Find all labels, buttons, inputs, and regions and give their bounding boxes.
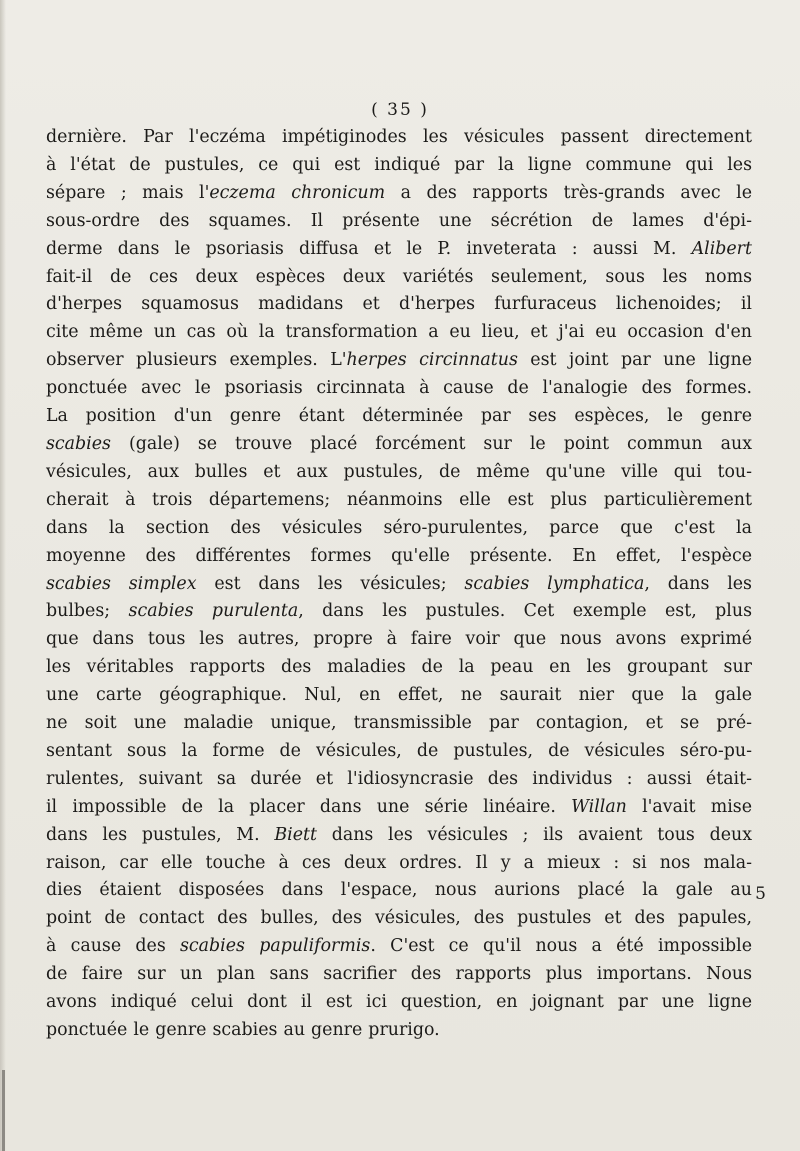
text-run: vésicules, aux bulles et aux pustules, de même qu'une ville qui tou- bbox=[46, 461, 752, 482]
text-run: cherait à trois départemens; néanmoins elle est plus particulièrement bbox=[46, 489, 752, 510]
text-run: de faire sur un plan sans sacrifier des rapports plus importans. Nous bbox=[46, 964, 752, 985]
text-line bbox=[46, 1017, 752, 1045]
text-run: ne soit une maladie unique, transmissible par contagion, et se pré- bbox=[46, 713, 752, 734]
text-run: rulentes, suivant sa durée et l'idiosyncrasie des individus : aussi était- bbox=[46, 768, 752, 789]
italic-term: herpes circinnatus bbox=[346, 350, 518, 371]
text-run: est dans les vésicules; bbox=[196, 573, 465, 594]
text-line bbox=[46, 989, 752, 1017]
text-line bbox=[46, 319, 752, 347]
text-run: ponctuée avec le psoriasis circinnata à cause de l'analogie des formes. bbox=[46, 378, 752, 399]
binding-edge-mark bbox=[2, 1070, 5, 1151]
text-line bbox=[46, 291, 752, 319]
text-run: dies étaient disposées dans l'espace, nous aurions placé la gale au bbox=[46, 880, 752, 901]
italic-term: Biett bbox=[274, 824, 317, 845]
text-line bbox=[46, 598, 752, 626]
text-run: point de contact des bulles, des vésicules, des pustules et des papules, bbox=[46, 908, 752, 929]
text-line bbox=[46, 487, 752, 515]
text-line bbox=[46, 515, 752, 543]
text-run: cite même un cas où la transformation a eu lieu, et j'ai eu occasion d'en bbox=[46, 322, 752, 343]
italic-term: scabies purulenta bbox=[128, 601, 299, 622]
text-run: sépare ; mais l' bbox=[46, 182, 210, 203]
text-run: dans les vésicules ; ils avaient tous deux bbox=[317, 824, 752, 845]
text-line bbox=[46, 459, 752, 487]
text-line bbox=[46, 431, 752, 459]
body-text bbox=[46, 124, 752, 1045]
italic-term: scabies bbox=[46, 433, 111, 454]
text-line bbox=[46, 236, 752, 264]
text-line bbox=[46, 850, 752, 878]
text-line bbox=[46, 933, 752, 961]
text-run: à cause des bbox=[46, 936, 180, 957]
italic-term: Willan bbox=[571, 796, 627, 817]
text-line bbox=[46, 822, 752, 850]
text-run: il impossible de la placer dans une série linéaire. bbox=[46, 796, 572, 817]
text-run: les véritables rapports des maladies de la peau en les groupant sur bbox=[46, 657, 752, 678]
text-line bbox=[46, 180, 752, 208]
text-run: l'avait mise bbox=[626, 796, 752, 817]
text-run: dernière. Par l'eczéma impétiginodes les vésicules passent directement bbox=[46, 127, 752, 147]
text-line bbox=[46, 347, 752, 375]
text-line bbox=[46, 571, 752, 599]
text-run: , dans les bbox=[644, 573, 752, 594]
italic-term: Alibert bbox=[691, 238, 752, 259]
text-run: bulbes; bbox=[46, 601, 129, 622]
text-run: est joint par une ligne bbox=[517, 350, 753, 371]
text-line bbox=[46, 152, 752, 180]
signature-mark: 5 bbox=[755, 884, 766, 904]
text-run: . C'est ce qu'il nous a été impossible bbox=[370, 936, 752, 957]
text-run: fait-il de ces deux espèces deux variétés seulement, sous les noms bbox=[46, 266, 752, 287]
italic-term: scabies simplex bbox=[46, 573, 197, 594]
text-line bbox=[46, 710, 752, 738]
text-run: moyenne des différentes formes qu'elle présente. En effet, l'espèce bbox=[46, 545, 752, 566]
text-run: d'herpes squamosus madidans et d'herpes furfuraceus lichenoides; il bbox=[46, 294, 752, 315]
text-run: derme dans le psoriasis diffusa et le P. inveterata : aussi M. bbox=[46, 238, 692, 259]
italic-term: scabies papuliformis bbox=[180, 936, 371, 957]
text-run: que dans tous les autres, propre à faire voir que nous avons exprimé bbox=[46, 629, 752, 650]
text-run: La position d'un genre étant déterminée par ses espèces, le genre bbox=[46, 406, 752, 427]
page-edge-shadow bbox=[0, 0, 6, 1151]
text-line bbox=[46, 375, 752, 403]
text-run: a des rapports très-grands avec le bbox=[385, 182, 752, 203]
text-run: dans la section des vésicules séro-purulentes, parce que c'est la bbox=[46, 517, 752, 538]
text-line bbox=[46, 124, 752, 152]
text-line bbox=[46, 543, 752, 571]
text-run: à l'état de pustules, ce qui est indiqué par la ligne commune qui les bbox=[46, 154, 752, 175]
text-line bbox=[46, 766, 752, 794]
text-run: une carte géographique. Nul, en effet, ne saurait nier que la gale bbox=[46, 685, 752, 706]
text-line bbox=[46, 794, 752, 822]
text-run: sous-ordre des squames. Il présente une sécrétion de lames d'épi- bbox=[46, 210, 752, 231]
text-line bbox=[46, 654, 752, 682]
text-line bbox=[46, 682, 752, 710]
text-run: avons indiqué celui dont il est ici question, en joignant par une ligne bbox=[46, 992, 752, 1013]
text-run: dans les pustules, M. bbox=[46, 824, 275, 845]
text-line bbox=[46, 264, 752, 292]
text-run: , dans les pustules. Cet exemple est, plus bbox=[298, 601, 752, 622]
italic-term: scabies lymphatica bbox=[464, 573, 645, 594]
text-line bbox=[46, 626, 752, 654]
text-run: observer plusieurs exemples. L' bbox=[46, 350, 347, 371]
text-line bbox=[46, 738, 752, 766]
text-run: ponctuée le genre scabies au genre prurigo. bbox=[46, 1020, 440, 1040]
text-run: raison, car elle touche à ces deux ordres. Il y a mieux : si nos mala- bbox=[46, 852, 752, 873]
italic-term: eczema chronicum bbox=[209, 182, 386, 203]
page-number: ( 35 ) bbox=[371, 100, 429, 120]
text-run: sentant sous la forme de vésicules, de pustules, de vésicules séro-pu- bbox=[46, 740, 752, 761]
text-line bbox=[46, 403, 752, 431]
text-line bbox=[46, 961, 752, 989]
text-line bbox=[46, 208, 752, 236]
text-line bbox=[46, 905, 752, 933]
text-run: (gale) se trouve placé forcément sur le point commun aux bbox=[110, 433, 752, 454]
